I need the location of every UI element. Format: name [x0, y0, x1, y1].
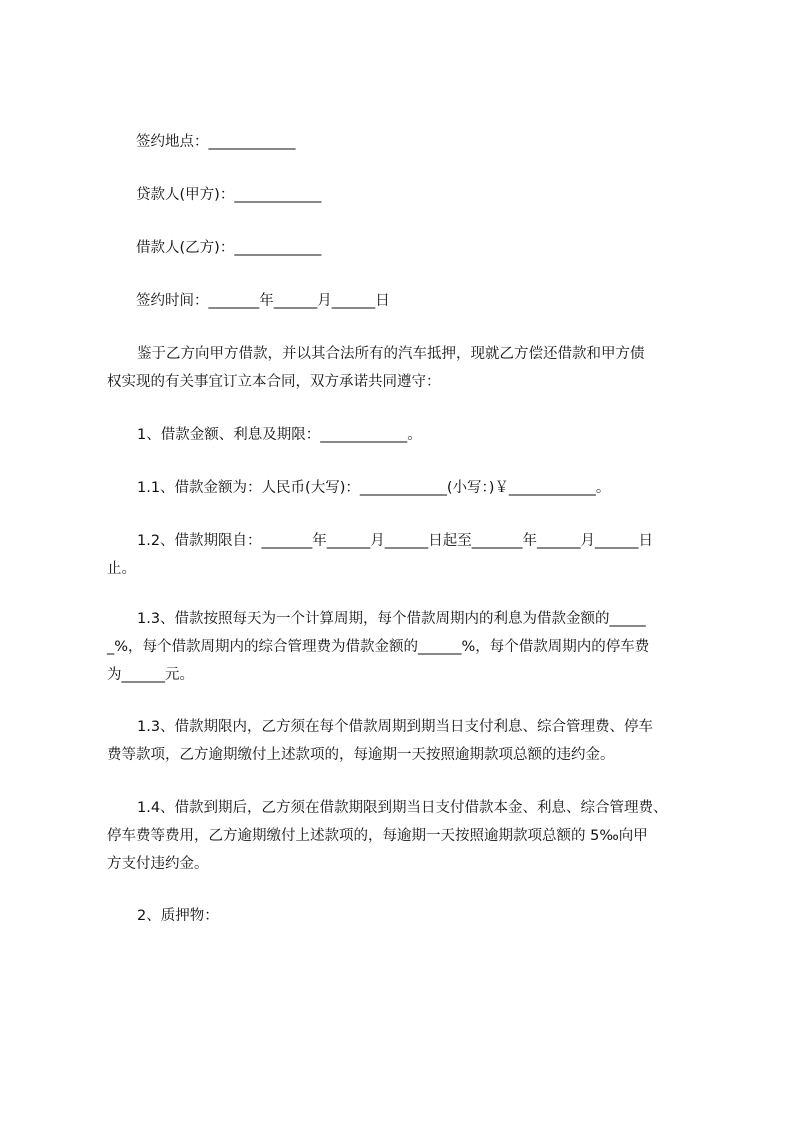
clause-1-4-line-1: 1.4、借款到期后，乙方须在借款期限到期当日支付借款本金、利息、综合管理费、 — [137, 800, 668, 816]
borrower-field: 借款人(乙方)：____________ — [136, 240, 322, 256]
clause-1-3a-line-3: 为______元。 — [107, 667, 194, 683]
signing-place-field: 签约地点：____________ — [136, 134, 296, 150]
clause-1-4-line-3: 方支付违约金。 — [107, 856, 209, 872]
clause-1-3a-line-2: _%，每个借款周期内的综合管理费为借款金额的______%，每个借款周期内的停车费 — [107, 639, 650, 655]
signing-time-field: 签约时间：_______年______月______日 — [136, 293, 390, 309]
lender-field: 贷款人(甲方)：____________ — [136, 187, 322, 203]
preamble-line-1: 鉴于乙方向甲方借款，并以其合法所有的汽车抵押，现就乙方偿还借款和甲方债 — [137, 346, 645, 362]
clause-1-title: 1、借款金额、利息及期限：____________。 — [137, 427, 422, 443]
clause-1-3b-line-2: 费等款项，乙方逾期缴付上述款项的，每逾期一天按照逾期款项总额的违约金。 — [107, 747, 615, 763]
clause-1-2-line-2: 止。 — [107, 561, 136, 577]
clause-1-3b-line-1: 1.3、借款期限内，乙方须在每个借款周期到期当日支付利息、综合管理费、停车 — [137, 719, 654, 735]
clause-1-4-line-2: 停车费等费用，乙方逾期缴付上述款项的，每逾期一天按照逾期款项总额的 5‰向甲 — [107, 828, 648, 844]
preamble-line-2: 权实现的有关事宜订立本合同，双方承诺共同遵守： — [107, 374, 441, 390]
clause-1-3a-line-1: 1.3、借款按照每天为一个计算周期，每个借款周期内的利息为借款金额的_____ — [137, 611, 646, 627]
clause-2-title: 2、质押物： — [137, 908, 219, 924]
clause-1-1: 1.1、借款金额为：人民币(大写)：____________(小写：)￥____________。 — [137, 480, 611, 496]
clause-1-2-line-1: 1.2、借款期限自：_______年______月______日起至_______年______月______日 — [137, 533, 654, 549]
